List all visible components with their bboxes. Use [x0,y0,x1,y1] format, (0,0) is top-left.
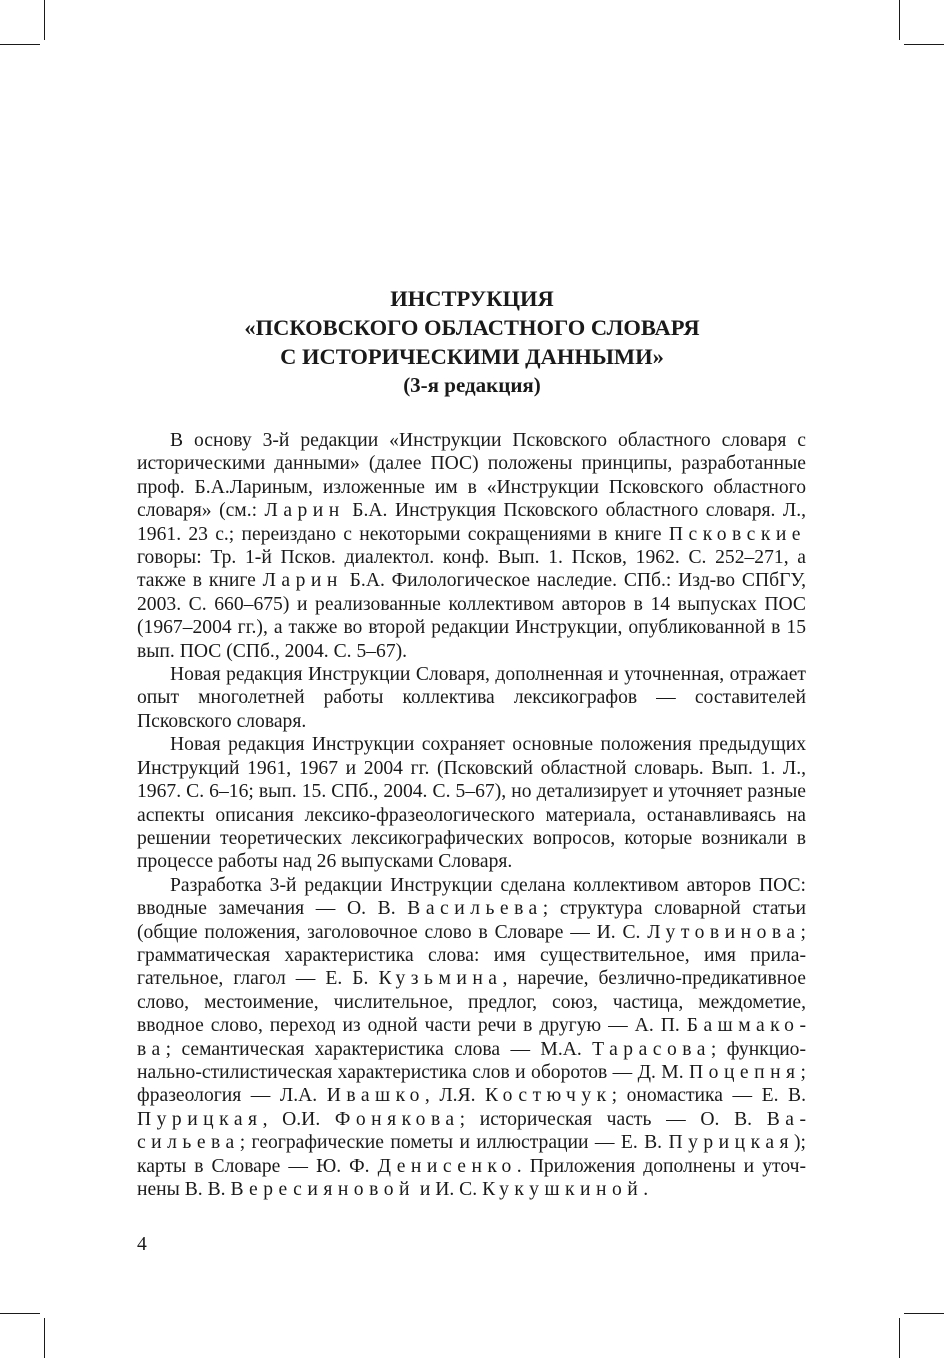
title-line-3: С ИСТОРИЧЕСКИМИ ДАННЫМИ» [280,344,664,369]
author-name: Васильева [407,898,543,920]
author-name: Тарасова [592,1038,711,1060]
author-name: Денисенко [377,1155,517,1177]
author-name: Вересияновой [230,1179,415,1200]
text-run: ; семантическая характеристика слова — М.А. [165,1038,593,1060]
text-run: . Приложения дополнены и уточнены В. В. [137,1155,806,1200]
crop-mark-bottom-right-h [904,1313,944,1314]
author-name: Ивашко [326,1085,425,1107]
text-run: Разработка 3-й редакции Инструкции сделана коллективом авторов ПОС: вводные замечания — О. В. [137,874,806,920]
title-subtitle: (3-я редакция) [403,373,541,397]
paragraph [137,733,806,873]
author-name: Башмакова [137,1015,806,1060]
title-line-2: «ПСКОВСКОГО ОБЛАСТНОГО СЛОВАРЯ [244,315,700,340]
author-name: Пурицкая [668,1132,795,1154]
author-name: Псковские [668,523,806,545]
crop-mark-top-right [899,0,900,40]
text-run: ; грамматическая характеристика слова: имя существительное, имя прилагательное, глагол — Е. Б. [137,921,806,990]
crop-mark-bottom-left [44,1318,45,1358]
crop-mark-top-right-h [904,44,944,45]
author-name: Кузьмина [378,968,503,990]
author-name: Лутовинова [647,921,801,943]
title-block [0,284,944,400]
author-name: Фонякова [334,1108,460,1130]
text-run: ; историческая часть — О. В. [459,1108,767,1130]
text-run: , Л.Я. [424,1085,486,1107]
author-name: Ларин [262,570,343,592]
text-run: ; ономастика — Е. В. [611,1085,806,1107]
author-name: Кукушкиной [482,1179,644,1200]
crop-mark-top-left-h [0,44,40,45]
text-run: ; фразеология — Л.А. [137,1061,806,1107]
paragraph [137,874,806,1202]
paragraph [137,663,806,733]
text-run: ; структура словарной статьи (общие положения, заголовочное слово в Словаре — И. С. [137,898,806,943]
author-name: Васильева [137,1108,806,1154]
author-name: Пурицкая [137,1108,263,1130]
text-run: Новая редакция Инструкции сохраняет основные положения предыдущих Инструкций 1961, 1967 и 2004 гг. (Псковский областной словарь. Вып. 1. Л., 1967. С. 6–16; вып. 15. СПб., 2004. С. 5–67), но детализирует и уточняет разные аспекты описания лексико-фразеологического материала, останавливаясь на решении теоретических лексикографических вопросов, которые возникали в процессе работы над 26 выпусками Словаря. [137,734,806,873]
author-name: Ларин [264,500,345,522]
text-run: и И. С. [414,1179,483,1200]
crop-mark-bottom-left-h [0,1313,40,1314]
text-run: В основу 3-й редакции «Инструкции Псковского областного словаря с историческими данными» (далее ПОС) положены принципы, разработанные проф. Б.А.Лариным, изложенные им в «Инструкции Псковского областного словаря» (см.: [137,430,806,522]
text-run: Б.А. Филологическое наследие. СПб.: Изд-во СПбГУ, 2003. С. 660–675) и реализованные коллективом авторов в 14 выпусках ПОС (1967–2004 гг.), а также во второй редакции Инструкции, опубликованной в 15 вып. ПОС (СПб., 2004. С. 5–67). [137,570,806,662]
title-line-1: ИНСТРУКЦИЯ [390,286,554,311]
author-name: Поцепня [689,1061,801,1083]
text-run: . [643,1179,649,1200]
text-run: Б.А. Инструкция Псковского областного словаря. Л., 1961. 23 с.; переиздано с некоторыми сокращениями в книге [137,500,807,545]
page-number: 4 [137,1234,147,1255]
author-name: Костючук [485,1085,612,1107]
text-run: ; географические пометы и иллюстрации — Е. В. [239,1132,669,1154]
paragraph [137,429,806,663]
text-run: , О.И. [262,1108,335,1130]
crop-mark-top-left [44,0,45,40]
text-run: , наречие, безлично-предикативное слово, местоимение, числительное, предлог, союз, частица, междометие, вводное слово, переход из одной части речи в другую — А. П. [137,968,806,1037]
crop-mark-bottom-right [899,1318,900,1358]
text-run: говоры: Тр. 1-й Псков. диалектол. конф. Вып. 1. Псков, 1962. С. 252–271, а также в книге [137,547,806,592]
text-run: ); карты в Словаре — Ю. Ф. [137,1132,806,1177]
text-run: ; функционально-стилистическая характеристика слов и оборотов — Д. М. [137,1038,807,1083]
body-text [137,429,806,1201]
text-run: Новая редакция Инструкции Словаря, дополненная и уточненная, отражает опыт многолетней работы коллектива лексикографов — составителей Псковского словаря. [137,664,806,732]
